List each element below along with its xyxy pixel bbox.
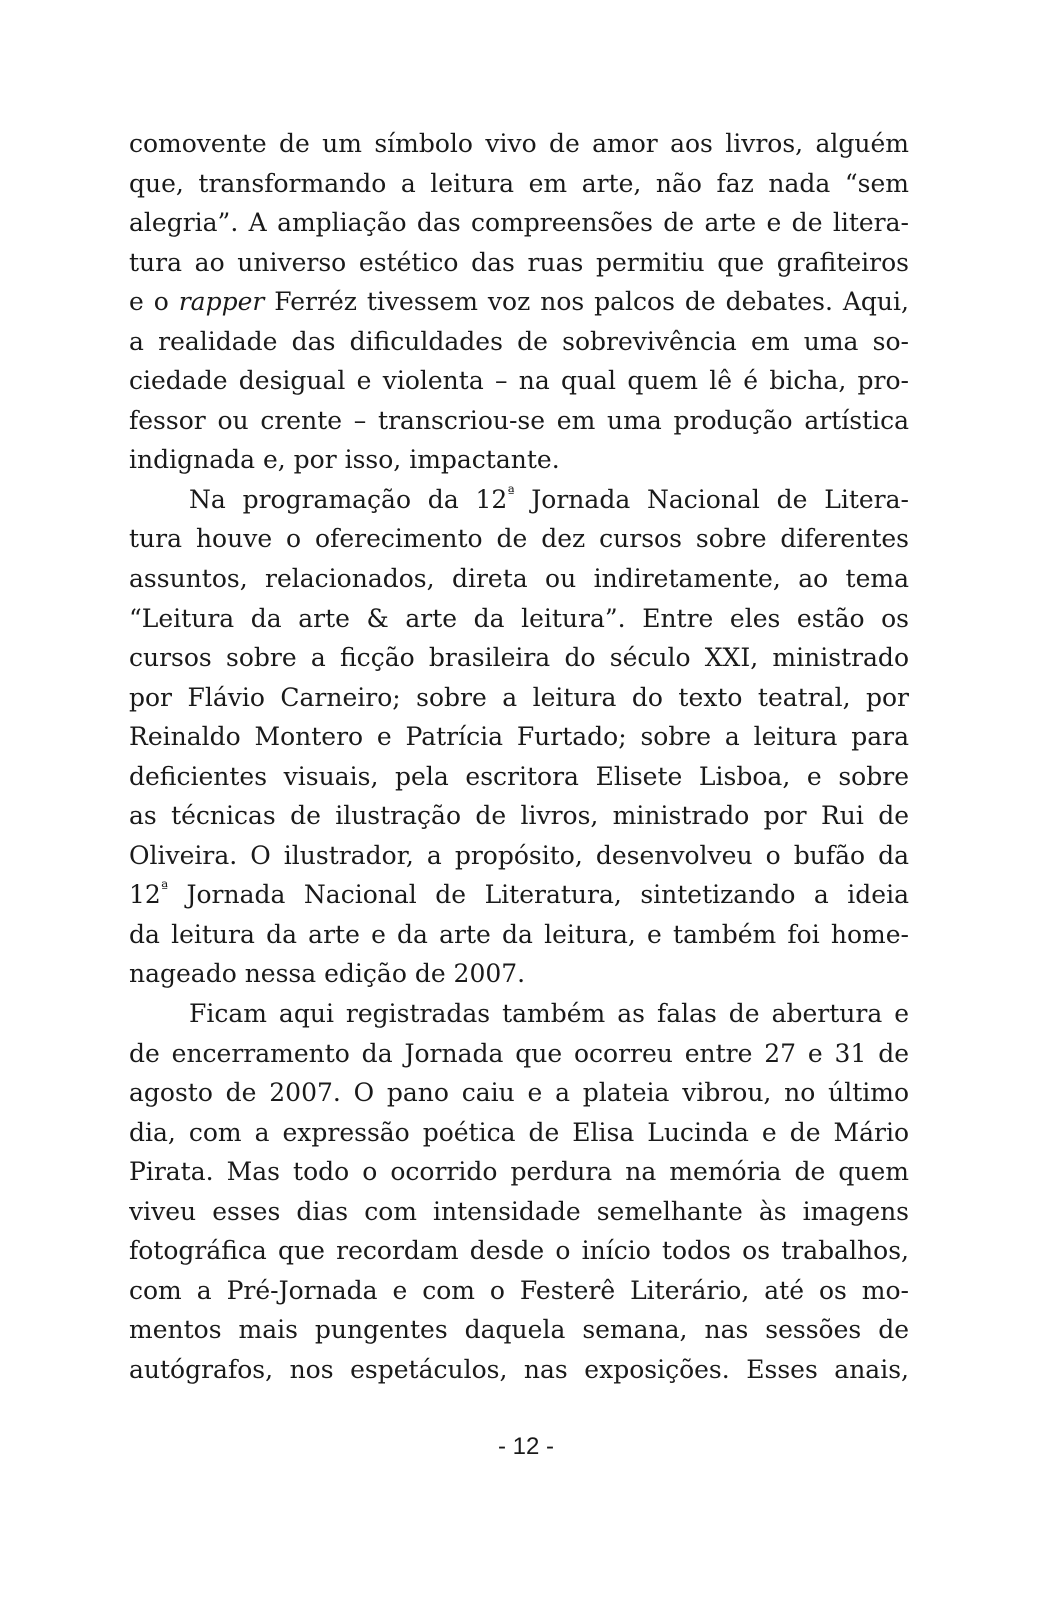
- text-line: agosto de 2007. O pano caiu e a plateia vibrou, no último: [129, 1078, 909, 1108]
- text-line: por Flávio Carneiro; sobre a leitura do texto teatral, por: [129, 682, 909, 712]
- text-line: fotográfica que recordam desde o início todos os trabalhos,: [129, 1236, 909, 1266]
- text-line: Ficam aqui registradas também as falas de abertura e: [189, 999, 909, 1029]
- body-text: [129, 124, 909, 1390]
- text-line: nageado nessa edição de 2007.: [129, 959, 526, 989]
- text-line: indignada e, por isso, impactante.: [129, 445, 560, 475]
- text-line: mentos mais pungentes daquela semana, nas sessões de: [129, 1315, 909, 1345]
- text-line: alegria”. A ampliação das compreensões de arte e de litera-: [129, 208, 909, 238]
- text-line: dia, com a expressão poética de Elisa Lucinda e de Mário: [129, 1117, 909, 1147]
- text-line: Na programação da $12^ª$ Jornada Nacional de Litera-: [189, 483, 909, 514]
- text-line: assuntos, relacionados, direta ou indiretamente, ao tema: [129, 564, 909, 594]
- text-line: a realidade das dificuldades de sobrevivência em uma so-: [129, 326, 909, 356]
- paragraph-2: [129, 480, 909, 994]
- text-line-italic-word: e o rapper Ferréz tivessem voz nos palcos de debates. Aqui,: [129, 287, 909, 317]
- ordinal-indicator: ª: [160, 878, 168, 897]
- text-line: Reinaldo Montero e Patrícia Furtado; sobre a leitura para: [129, 722, 909, 752]
- text-line: tura ao universo estético das ruas permitiu que grafiteiros: [129, 247, 909, 277]
- text-line: viveu esses dias com intensidade semelhante às imagens: [129, 1196, 909, 1226]
- italic-word: rapper: [178, 287, 265, 317]
- text-line: as técnicas de ilustração de livros, ministrado por Rui de: [129, 801, 909, 831]
- text-line: $12^ª$ Jornada Nacional de Literatura, sintetizando a ideia: [129, 878, 909, 910]
- text-line: Pirata. Mas todo o ocorrido perdura na memória de quem: [129, 1157, 909, 1187]
- text-line: que, transformando a leitura em arte, não faz nada “sem: [129, 168, 909, 198]
- text-line: cursos sobre a ficção brasileira do século XXI, ministrado: [129, 643, 909, 673]
- text-line: “Leitura da arte & arte da leitura”. Entre eles estão os: [129, 603, 909, 633]
- ordinal-indicator: ª: [507, 483, 515, 502]
- text-line: autógrafos, nos espetáculos, nas exposições. Esses anais,: [129, 1354, 909, 1384]
- text-line: fessor ou crente – transcriou-se em uma produção artística: [129, 405, 909, 435]
- text-line: tura houve o oferecimento de dez cursos sobre diferentes: [129, 524, 909, 554]
- paragraph-3: [129, 994, 909, 1389]
- text-line: de encerramento da Jornada que ocorreu entre 27 e 31 de: [129, 1038, 909, 1068]
- text-line: comovente de um símbolo vivo de amor aos livros, alguém: [129, 129, 909, 158]
- text-line: da leitura da arte e da arte da leitura, e também foi home-: [129, 919, 909, 949]
- text-line: ciedade desigual e violenta – na qual quem lê é bicha, pro-: [129, 366, 909, 396]
- text-line: com a Pré-Jornada e com o Festerê Literário, até os mo-: [129, 1275, 909, 1305]
- paragraph-1: [129, 124, 909, 480]
- page-number: - 12 -: [497, 1433, 554, 1460]
- text-line: Oliveira. O ilustrador, a propósito, desenvolveu o bufão da: [129, 840, 909, 870]
- text-line: deficientes visuais, pela escritora Elisete Lisboa, e sobre: [129, 761, 909, 791]
